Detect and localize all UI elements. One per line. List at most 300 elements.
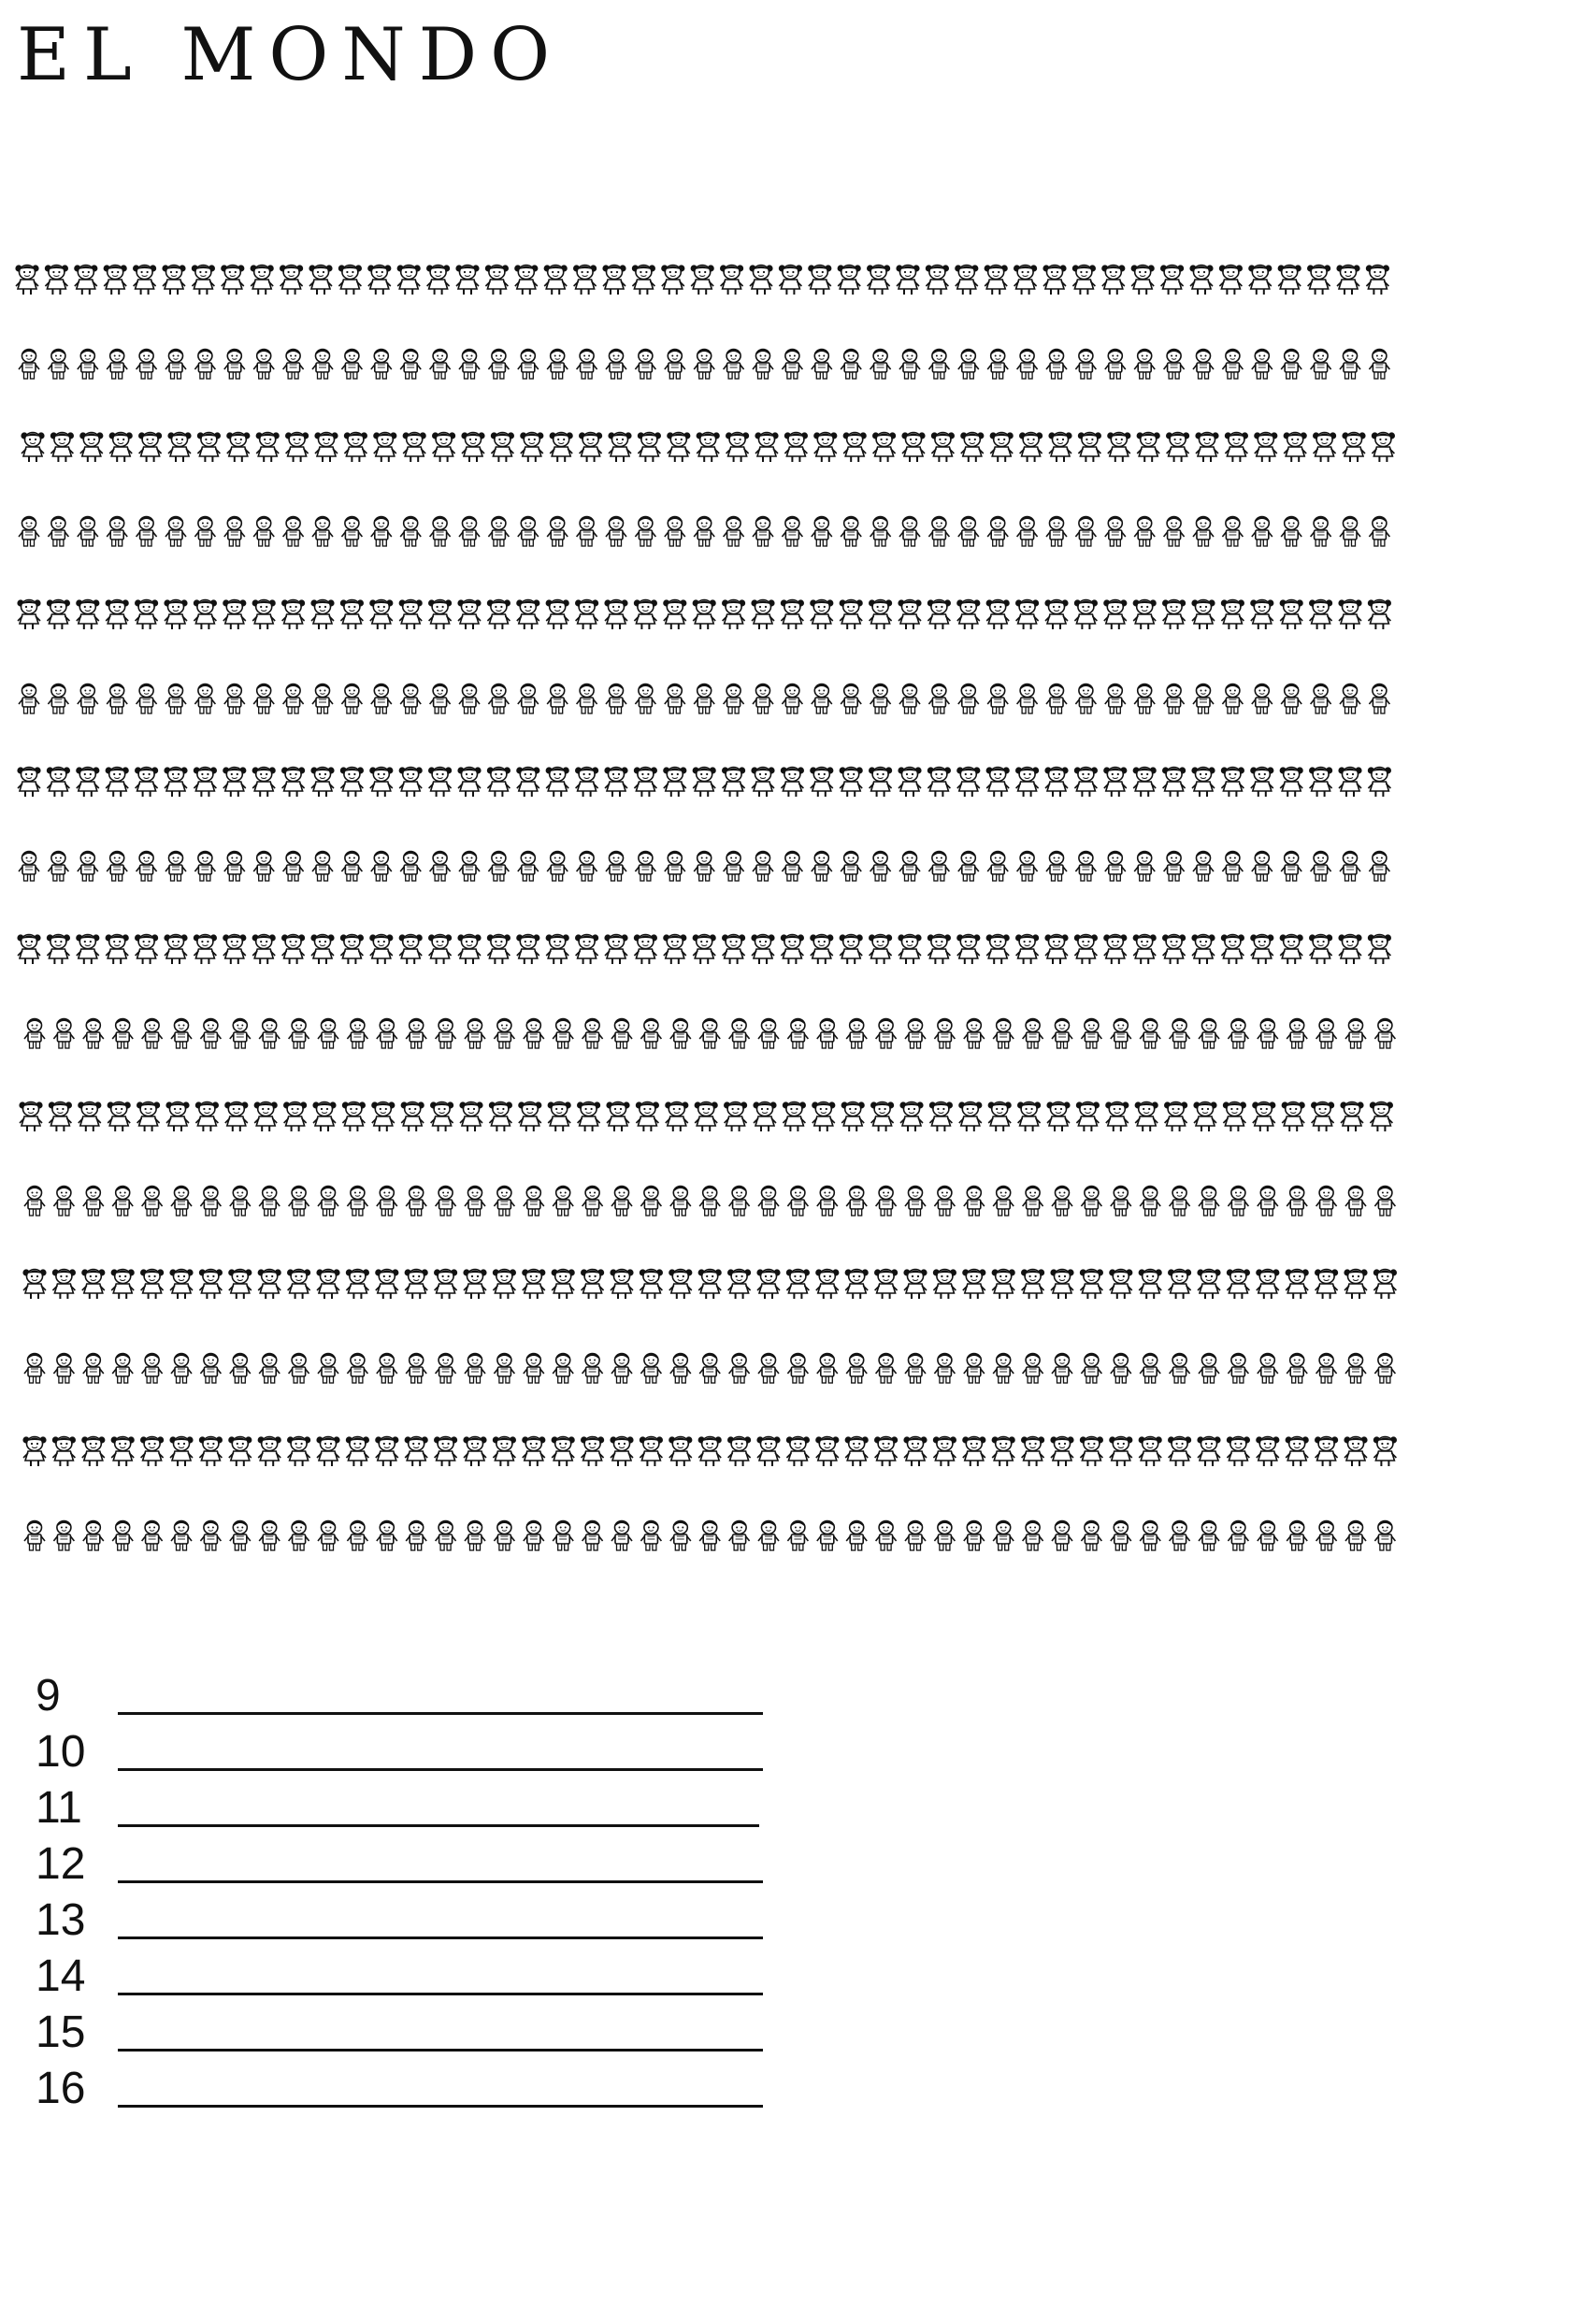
girl-figure-icon: [722, 934, 745, 964]
girl-figure-icon: [140, 1269, 164, 1299]
girl-figure-icon: [575, 934, 598, 964]
girl-figure-icon: [47, 599, 70, 629]
answer-blank-line[interactable]: [118, 1824, 759, 1827]
boy-figure-icon: [934, 1019, 955, 1049]
answer-number: 15: [36, 2008, 86, 2057]
answer-blank-line[interactable]: [118, 1993, 763, 1995]
girl-figure-icon: [316, 1269, 339, 1299]
boy-figure-icon: [377, 1521, 397, 1551]
answer-blank-line[interactable]: [118, 1768, 763, 1771]
boy-figure-icon: [987, 517, 1008, 547]
girl-figure-icon: [634, 599, 657, 629]
girl-figure-icon: [17, 767, 40, 797]
boy-figure-icon: [694, 517, 714, 547]
boy-figure-icon: [200, 1019, 221, 1049]
girl-figure-icon: [665, 1101, 688, 1131]
girl-figure-icon: [845, 1436, 869, 1466]
girl-figure-icon: [223, 599, 246, 629]
boy-figure-icon: [758, 1187, 779, 1217]
girl-figure-icon: [898, 767, 921, 797]
boy-figure-icon: [259, 1187, 280, 1217]
girl-figure-icon: [840, 599, 863, 629]
boy-figure-icon: [371, 350, 392, 380]
girl-figure-icon: [1309, 934, 1332, 964]
girl-figure-icon: [786, 1269, 810, 1299]
girl-figure-icon: [251, 265, 274, 295]
boy-figure-icon: [53, 1354, 74, 1384]
boy-figure-icon: [1222, 852, 1243, 882]
boy-figure-icon: [876, 1187, 897, 1217]
boy-figure-icon: [1140, 1521, 1160, 1551]
girl-figure-icon: [870, 1101, 894, 1131]
boy-figure-icon: [787, 1521, 808, 1551]
girl-figure-icon: [137, 1101, 160, 1131]
boy-figure-icon: [459, 517, 480, 547]
girl-figure-icon: [1076, 1101, 1100, 1131]
answer-blank-line[interactable]: [118, 1712, 763, 1715]
girl-figure-icon: [962, 1269, 985, 1299]
boy-figure-icon: [817, 1019, 838, 1049]
girl-figure-icon: [369, 599, 393, 629]
girl-figure-icon: [338, 265, 362, 295]
boy-figure-icon: [465, 1521, 485, 1551]
girl-figure-icon: [753, 1101, 776, 1131]
boy-figure-icon: [582, 1187, 603, 1217]
boy-figure-icon: [137, 852, 157, 882]
boy-figure-icon: [341, 517, 362, 547]
answer-blank-line[interactable]: [118, 1936, 763, 1939]
girl-figure-icon: [604, 767, 627, 797]
boy-figure-icon: [400, 517, 421, 547]
girl-figure-icon: [1107, 432, 1130, 462]
boy-figure-icon: [1258, 1521, 1278, 1551]
girl-figure-icon: [283, 1101, 307, 1131]
boy-figure-icon: [964, 1187, 985, 1217]
boy-figure-icon: [699, 1521, 720, 1551]
boy-figure-icon: [1287, 1521, 1307, 1551]
girl-figure-icon: [1197, 1436, 1220, 1466]
boy-figure-icon: [1081, 1019, 1101, 1049]
girl-figure-icon: [1080, 1436, 1103, 1466]
boy-figure-icon: [83, 1019, 104, 1049]
girl-figure-icon: [1168, 1269, 1191, 1299]
girl-figure-icon: [1286, 1436, 1309, 1466]
girl-figure-icon: [727, 1269, 751, 1299]
boy-figure-icon: [465, 1354, 485, 1384]
figure-row: [17, 597, 1397, 638]
boy-figure-icon: [430, 517, 451, 547]
figure-row: [15, 262, 1395, 303]
girl-figure-icon: [693, 599, 716, 629]
boy-figure-icon: [899, 852, 920, 882]
answer-blank-line[interactable]: [118, 1880, 763, 1883]
boy-figure-icon: [283, 684, 304, 714]
boy-figure-icon: [137, 517, 157, 547]
boy-figure-icon: [83, 1187, 104, 1217]
boy-figure-icon: [665, 517, 685, 547]
boy-figure-icon: [200, 1354, 221, 1384]
girl-figure-icon: [722, 767, 745, 797]
girl-figure-icon: [783, 1101, 806, 1131]
figure-row: [17, 513, 1397, 554]
girl-figure-icon: [933, 1436, 956, 1466]
girl-figure-icon: [749, 265, 772, 295]
girl-figure-icon: [78, 1101, 101, 1131]
girl-figure-icon: [375, 1436, 398, 1466]
boy-figure-icon: [699, 1354, 720, 1384]
boy-figure-icon: [1374, 1019, 1395, 1049]
girl-figure-icon: [693, 934, 716, 964]
boy-figure-icon: [753, 852, 773, 882]
girl-figure-icon: [1315, 1436, 1338, 1466]
girl-figure-icon: [405, 1269, 428, 1299]
girl-figure-icon: [52, 1269, 76, 1299]
boy-figure-icon: [142, 1354, 163, 1384]
boy-figure-icon: [812, 852, 832, 882]
boy-figure-icon: [964, 1354, 985, 1384]
girl-figure-icon: [869, 599, 892, 629]
boy-figure-icon: [347, 1354, 367, 1384]
girl-figure-icon: [1278, 265, 1301, 295]
boy-figure-icon: [1105, 684, 1126, 714]
girl-figure-icon: [841, 1101, 865, 1131]
girl-figure-icon: [457, 599, 481, 629]
girl-figure-icon: [487, 767, 510, 797]
girl-figure-icon: [1256, 1269, 1279, 1299]
girl-figure-icon: [810, 599, 833, 629]
girl-figure-icon: [1250, 934, 1273, 964]
boy-figure-icon: [1111, 1019, 1131, 1049]
boy-figure-icon: [1311, 350, 1331, 380]
boy-figure-icon: [1199, 1354, 1219, 1384]
boy-figure-icon: [905, 1019, 926, 1049]
girl-figure-icon: [405, 1436, 428, 1466]
boy-figure-icon: [518, 350, 539, 380]
girl-figure-icon: [903, 1436, 927, 1466]
girl-figure-icon: [49, 1101, 72, 1131]
girl-figure-icon: [1252, 1101, 1275, 1131]
boy-figure-icon: [318, 1019, 338, 1049]
girl-figure-icon: [1250, 599, 1273, 629]
boy-figure-icon: [758, 1354, 779, 1384]
boy-figure-icon: [283, 852, 304, 882]
boy-figure-icon: [524, 1019, 544, 1049]
boy-figure-icon: [1252, 350, 1272, 380]
girl-figure-icon: [1373, 1269, 1397, 1299]
boy-figure-icon: [1140, 1354, 1160, 1384]
girl-figure-icon: [1162, 767, 1186, 797]
boy-figure-icon: [1111, 1521, 1131, 1551]
boy-figure-icon: [1345, 1187, 1366, 1217]
girl-figure-icon: [135, 934, 158, 964]
girl-figure-icon: [138, 432, 162, 462]
boy-figure-icon: [1140, 1019, 1160, 1049]
boy-figure-icon: [817, 1521, 838, 1551]
boy-figure-icon: [611, 1521, 632, 1551]
boy-figure-icon: [1228, 1354, 1248, 1384]
girl-figure-icon: [1109, 1436, 1132, 1466]
boy-figure-icon: [1170, 1521, 1190, 1551]
girl-figure-icon: [604, 934, 627, 964]
boy-figure-icon: [224, 517, 245, 547]
girl-figure-icon: [485, 265, 509, 295]
boy-figure-icon: [1105, 852, 1126, 882]
girl-figure-icon: [926, 265, 949, 295]
boy-figure-icon: [987, 852, 1008, 882]
girl-figure-icon: [1135, 1101, 1158, 1131]
girl-figure-icon: [428, 599, 452, 629]
boy-figure-icon: [635, 350, 655, 380]
boy-figure-icon: [224, 852, 245, 882]
girl-figure-icon: [986, 599, 1010, 629]
girl-figure-icon: [1248, 265, 1272, 295]
girl-figure-icon: [1048, 432, 1071, 462]
girl-figure-icon: [1046, 1101, 1070, 1131]
girl-figure-icon: [520, 432, 543, 462]
girl-figure-icon: [669, 1269, 692, 1299]
boy-figure-icon: [905, 1521, 926, 1551]
girl-figure-icon: [401, 1101, 424, 1131]
boy-figure-icon: [665, 852, 685, 882]
figure-row: [22, 1015, 1402, 1057]
girl-figure-icon: [164, 599, 187, 629]
girl-figure-icon: [1139, 1436, 1162, 1466]
girl-figure-icon: [228, 1269, 252, 1299]
answer-blank-line[interactable]: [118, 2049, 763, 2052]
girl-figure-icon: [1344, 1436, 1367, 1466]
figure-row: [17, 681, 1397, 722]
boy-figure-icon: [582, 1019, 603, 1049]
boy-figure-icon: [1311, 852, 1331, 882]
boy-figure-icon: [1311, 684, 1331, 714]
girl-figure-icon: [1072, 265, 1096, 295]
girl-figure-icon: [1164, 1101, 1187, 1131]
boy-figure-icon: [964, 1019, 985, 1049]
boy-figure-icon: [1252, 517, 1272, 547]
girl-figure-icon: [281, 599, 305, 629]
answer-line: [36, 1777, 784, 1833]
girl-figure-icon: [79, 432, 103, 462]
girl-figure-icon: [135, 767, 158, 797]
girl-figure-icon: [663, 767, 686, 797]
boy-figure-icon: [1258, 1019, 1278, 1049]
girl-figure-icon: [1133, 934, 1157, 964]
figure-row: [22, 1518, 1402, 1559]
boy-figure-icon: [665, 350, 685, 380]
boy-figure-icon: [289, 1019, 309, 1049]
answer-blank-line[interactable]: [118, 2105, 763, 2108]
girl-figure-icon: [310, 599, 334, 629]
girl-figure-icon: [575, 599, 598, 629]
boy-figure-icon: [1164, 350, 1185, 380]
boy-figure-icon: [1287, 1354, 1307, 1384]
girl-figure-icon: [17, 599, 40, 629]
boy-figure-icon: [1193, 517, 1214, 547]
boy-figure-icon: [670, 1019, 691, 1049]
boy-figure-icon: [19, 350, 39, 380]
boy-figure-icon: [1023, 1019, 1043, 1049]
girl-figure-icon: [872, 432, 896, 462]
boy-figure-icon: [993, 1521, 1014, 1551]
girl-figure-icon: [195, 1101, 219, 1131]
girl-figure-icon: [1315, 1269, 1338, 1299]
boy-figure-icon: [312, 852, 333, 882]
girl-figure-icon: [252, 599, 276, 629]
boy-figure-icon: [899, 517, 920, 547]
girl-figure-icon: [552, 1269, 575, 1299]
boy-figure-icon: [1340, 684, 1360, 714]
boy-figure-icon: [48, 350, 68, 380]
boy-figure-icon: [430, 852, 451, 882]
boy-figure-icon: [289, 1354, 309, 1384]
boy-figure-icon: [1369, 517, 1389, 547]
girl-figure-icon: [640, 1269, 663, 1299]
girl-figure-icon: [899, 1101, 923, 1131]
boy-figure-icon: [758, 1019, 779, 1049]
girl-figure-icon: [1021, 1436, 1044, 1466]
girl-figure-icon: [1368, 767, 1391, 797]
boy-figure-icon: [993, 1354, 1014, 1384]
boy-figure-icon: [406, 1521, 426, 1551]
boy-figure-icon: [1075, 684, 1096, 714]
boy-figure-icon: [1052, 1187, 1072, 1217]
boy-figure-icon: [312, 350, 333, 380]
girl-figure-icon: [869, 767, 892, 797]
boy-figure-icon: [494, 1187, 514, 1217]
boy-figure-icon: [518, 852, 539, 882]
girl-figure-icon: [727, 1436, 751, 1466]
girl-figure-icon: [1103, 934, 1127, 964]
boy-figure-icon: [459, 350, 480, 380]
girl-figure-icon: [698, 1269, 722, 1299]
boy-figure-icon: [165, 350, 186, 380]
girl-figure-icon: [693, 767, 716, 797]
boy-figure-icon: [1228, 1521, 1248, 1551]
boy-figure-icon: [699, 1019, 720, 1049]
boy-figure-icon: [406, 1354, 426, 1384]
girl-figure-icon: [1223, 1101, 1246, 1131]
girl-figure-icon: [1282, 1101, 1305, 1131]
girl-figure-icon: [661, 265, 684, 295]
boy-figure-icon: [1222, 350, 1243, 380]
boy-figure-icon: [846, 1354, 867, 1384]
girl-figure-icon: [199, 1436, 223, 1466]
girl-figure-icon: [1103, 599, 1127, 629]
boy-figure-icon: [165, 517, 186, 547]
boy-figure-icon: [582, 1521, 603, 1551]
boy-figure-icon: [635, 684, 655, 714]
girl-figure-icon: [1340, 1101, 1363, 1131]
girl-figure-icon: [76, 934, 99, 964]
girl-figure-icon: [573, 265, 597, 295]
girl-figure-icon: [169, 1436, 193, 1466]
girl-figure-icon: [667, 432, 690, 462]
boy-figure-icon: [1164, 852, 1185, 882]
girl-figure-icon: [1191, 599, 1215, 629]
boy-figure-icon: [640, 1187, 661, 1217]
girl-figure-icon: [367, 265, 391, 295]
girl-figure-icon: [369, 767, 393, 797]
boy-figure-icon: [876, 1521, 897, 1551]
boy-figure-icon: [107, 350, 127, 380]
boy-figure-icon: [1164, 517, 1185, 547]
figure-grid: [15, 262, 1408, 1590]
girl-figure-icon: [1309, 599, 1332, 629]
boy-figure-icon: [729, 1187, 750, 1217]
girl-figure-icon: [258, 1436, 281, 1466]
girl-figure-icon: [720, 265, 743, 295]
answer-line: [36, 2001, 784, 2057]
girl-figure-icon: [903, 1269, 927, 1299]
girl-figure-icon: [663, 599, 686, 629]
girl-figure-icon: [399, 599, 423, 629]
girl-figure-icon: [22, 1269, 46, 1299]
boy-figure-icon: [1311, 517, 1331, 547]
boy-figure-icon: [611, 1187, 632, 1217]
boy-figure-icon: [841, 517, 861, 547]
boy-figure-icon: [78, 517, 98, 547]
girl-figure-icon: [280, 265, 303, 295]
boy-figure-icon: [724, 852, 744, 882]
girl-figure-icon: [457, 934, 481, 964]
boy-figure-icon: [729, 1354, 750, 1384]
girl-figure-icon: [1368, 934, 1391, 964]
boy-figure-icon: [436, 1187, 456, 1217]
boy-figure-icon: [341, 684, 362, 714]
boy-figure-icon: [1193, 852, 1214, 882]
boy-figure-icon: [1105, 350, 1126, 380]
boy-figure-icon: [377, 1354, 397, 1384]
girl-figure-icon: [371, 1101, 395, 1131]
girl-figure-icon: [106, 767, 129, 797]
girl-figure-icon: [223, 934, 246, 964]
boy-figure-icon: [1023, 1354, 1043, 1384]
girl-figure-icon: [579, 432, 602, 462]
girl-figure-icon: [516, 767, 539, 797]
girl-figure-icon: [610, 1436, 633, 1466]
boy-figure-icon: [1134, 852, 1155, 882]
girl-figure-icon: [546, 599, 569, 629]
figure-row: [17, 931, 1397, 972]
girl-figure-icon: [74, 265, 97, 295]
girl-figure-icon: [724, 1101, 747, 1131]
boy-figure-icon: [1222, 517, 1243, 547]
boy-figure-icon: [371, 684, 392, 714]
boy-figure-icon: [194, 350, 215, 380]
girl-figure-icon: [487, 599, 510, 629]
girl-figure-icon: [1368, 599, 1391, 629]
girl-figure-icon: [990, 432, 1014, 462]
boy-figure-icon: [1369, 684, 1389, 714]
boy-figure-icon: [787, 1354, 808, 1384]
boy-figure-icon: [670, 1521, 691, 1551]
girl-figure-icon: [432, 432, 455, 462]
girl-figure-icon: [164, 934, 187, 964]
girl-figure-icon: [342, 1101, 366, 1131]
girl-figure-icon: [224, 1101, 248, 1131]
girl-figure-icon: [1221, 599, 1244, 629]
girl-figure-icon: [751, 934, 774, 964]
boy-figure-icon: [400, 684, 421, 714]
girl-figure-icon: [1133, 767, 1157, 797]
boy-figure-icon: [934, 1187, 955, 1217]
girl-figure-icon: [15, 265, 38, 295]
boy-figure-icon: [606, 852, 626, 882]
boy-figure-icon: [524, 1354, 544, 1384]
boy-figure-icon: [224, 684, 245, 714]
girl-figure-icon: [992, 1436, 1015, 1466]
boy-figure-icon: [1111, 1187, 1131, 1217]
